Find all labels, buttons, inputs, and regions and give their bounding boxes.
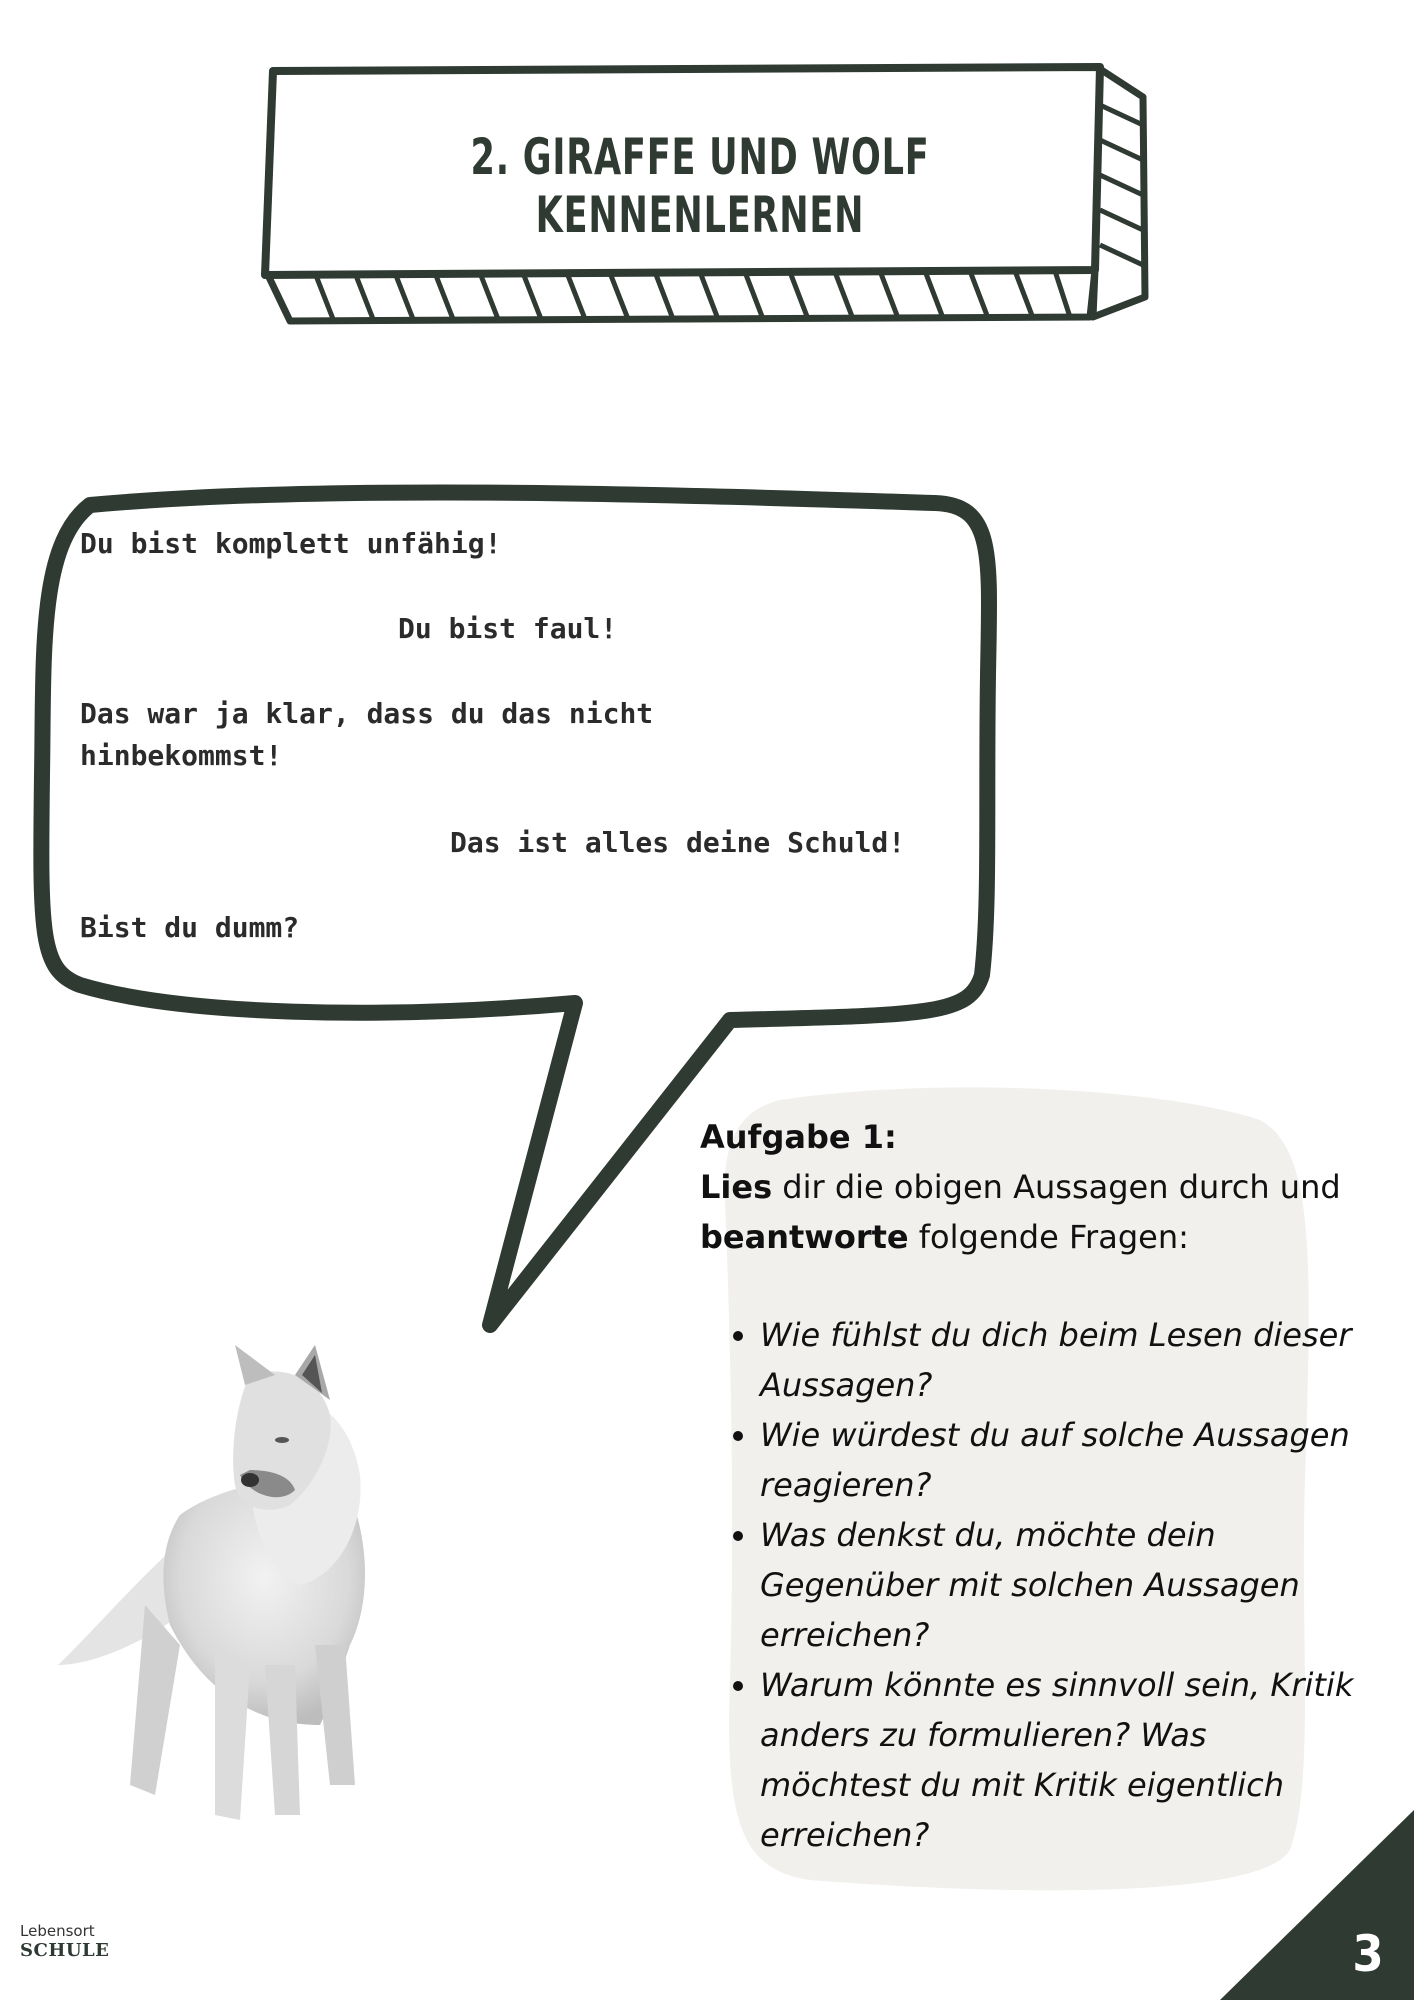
wolf-illustration [50,1345,480,1875]
task-box [700,1112,1360,1860]
logo-text-bottom: SCHULE [20,1940,110,1961]
intro-text-1: dir die obigen Aussagen durch und [772,1168,1341,1206]
intro-bold-beantworte: beantworte [700,1218,909,1256]
question-list [700,1310,1360,1860]
question-item: • Wie fühlst du dich beim Lesen dieser Aussagen? [760,1310,1360,1410]
question-item: • Wie würdest du auf solche Aussagen reagieren? [760,1410,1360,1510]
logo-text-top: Lebensort [20,1922,95,1940]
question-item: • Was denkst du, möchte dein Gegenüber mit solchen Aussagen erreichen? [760,1510,1360,1660]
bubble-statement-1: Du bist komplett unfähig! [80,527,502,560]
intro-bold-lies: Lies [700,1168,773,1206]
page-number: 3 [1352,1925,1384,1983]
bubble-statement-3b: hinbekommst! [80,739,283,772]
question-item: • Warum könnte es sinnvoll sein, Kritik anders zu formulieren? Was möchtest du mit Kritik eigentlich erreichen? [760,1660,1360,1860]
school-logo [20,1922,130,1982]
task-heading: Aufgabe 1: [700,1118,897,1156]
bubble-statement-5: Bist du dumm? [80,911,300,944]
intro-text-2: folgende Fragen: [908,1218,1189,1256]
task-intro [700,1162,1360,1262]
page-title: 2. GIRAFFE UND WOLF KENNENLERNEN [470,128,930,244]
bubble-statement-2: Du bist faul! [398,612,618,645]
bubble-statement-3: Das war ja klar, dass du das nicht [80,697,654,730]
bubble-statement-4: Das ist alles deine Schuld! [450,826,906,859]
